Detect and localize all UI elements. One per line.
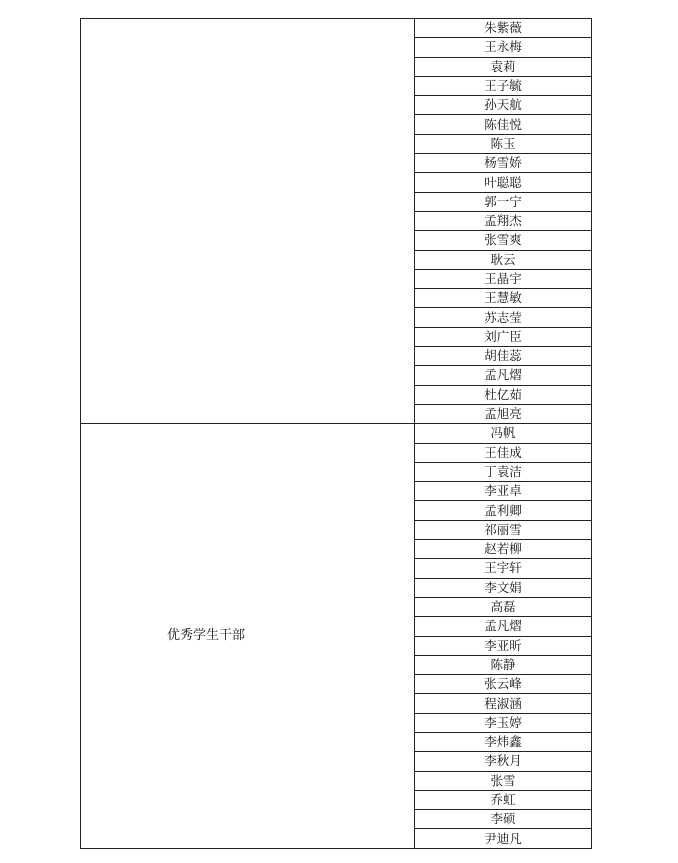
student-name-cell: 孟旭亮	[415, 404, 592, 423]
student-name-cell: 孟凡熠	[415, 617, 592, 636]
student-name-cell: 王宇轩	[415, 559, 592, 578]
student-name-cell: 李亚昕	[415, 636, 592, 655]
student-name-cell: 乔虹	[415, 790, 592, 809]
category-cell	[81, 19, 415, 424]
student-name-cell: 孙天航	[415, 96, 592, 115]
student-name-cell: 朱紫薇	[415, 19, 592, 38]
student-name-cell: 丁袁洁	[415, 462, 592, 481]
student-name-cell: 杨雪娇	[415, 154, 592, 173]
student-name-cell: 胡佳蕊	[415, 347, 592, 366]
student-name-cell: 孟利卿	[415, 501, 592, 520]
student-name-cell: 冯帆	[415, 424, 592, 443]
student-name-cell: 王子毓	[415, 76, 592, 95]
category-cell	[81, 424, 415, 849]
student-name-cell: 张雪	[415, 771, 592, 790]
student-name-cell: 王永梅	[415, 38, 592, 57]
student-name-cell: 刘广臣	[415, 327, 592, 346]
student-name-cell: 李文娟	[415, 578, 592, 597]
student-name-cell: 杜亿茹	[415, 385, 592, 404]
student-name-cell: 郭一宁	[415, 192, 592, 211]
student-name-cell: 叶聪聪	[415, 173, 592, 192]
student-name-cell: 耿云	[415, 250, 592, 269]
student-name-cell: 苏志莹	[415, 308, 592, 327]
student-name-cell: 祁丽雪	[415, 520, 592, 539]
student-name-cell: 李玉婷	[415, 713, 592, 732]
student-name-cell: 张雪爽	[415, 231, 592, 250]
student-name-cell: 陈玉	[415, 134, 592, 153]
table-row	[81, 19, 592, 38]
student-name-cell: 王佳成	[415, 443, 592, 462]
student-name-cell: 赵若柳	[415, 540, 592, 559]
student-name-cell: 高磊	[415, 597, 592, 616]
award-table-body	[81, 19, 592, 849]
student-name-cell: 王晶宇	[415, 269, 592, 288]
student-name-cell: 程淑涵	[415, 694, 592, 713]
student-name-cell: 孟凡熠	[415, 366, 592, 385]
student-name-cell: 孟翔杰	[415, 211, 592, 230]
student-name-cell: 袁莉	[415, 57, 592, 76]
table-row	[81, 424, 592, 443]
student-name-cell: 王慧敏	[415, 289, 592, 308]
student-name-cell: 陈佳悦	[415, 115, 592, 134]
award-list-table	[80, 18, 592, 849]
student-name-cell: 陈静	[415, 655, 592, 674]
student-name-cell: 李亚卓	[415, 482, 592, 501]
student-name-cell: 张云峰	[415, 675, 592, 694]
student-name-cell: 李硕	[415, 810, 592, 829]
student-name-cell: 李炜鑫	[415, 732, 592, 751]
student-name-cell: 李秋月	[415, 752, 592, 771]
category-label: 优秀学生干部	[167, 628, 246, 643]
student-name-cell: 尹迪凡	[415, 829, 592, 848]
